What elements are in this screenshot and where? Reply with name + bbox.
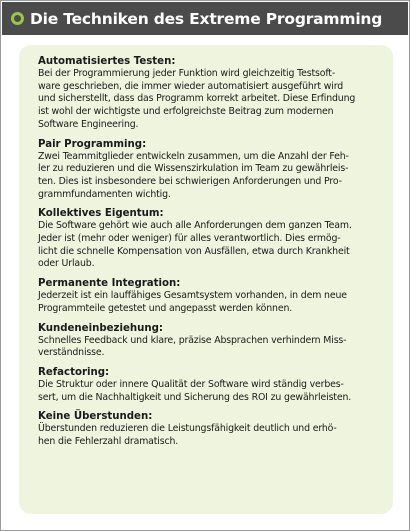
body-line: sert, um die Nachhaltigkeit und Sicherung des ROI zu gewährleisten. [38, 391, 352, 403]
section-heading: Kollektives Eigentum: [38, 208, 164, 220]
section-keine-ueberstunden [38, 410, 383, 448]
body-line: ware geschrieben, die immer wieder automatisiert ausgeführt wird [38, 80, 344, 92]
section-heading: Keine Überstunden: [38, 411, 153, 423]
body-line: Software Engineering. [38, 118, 139, 130]
body-line: ist wohl der wichtigste und erfolgreichste Beitrag zum modernen [38, 106, 334, 118]
body-line: ler zu reduzieren und die Wissenszirkulation im Team zu gewährleis- [38, 163, 349, 175]
section-heading: Automatisiertes Testen: [38, 56, 176, 67]
body-line: grammfundamenten wichtig. [38, 188, 171, 200]
section-heading: Kundeneinbeziehung: [38, 322, 163, 334]
body-line: Überstunden reduzieren die Leistungsfähigkeit deutlich und erhö- [38, 423, 337, 435]
section-heading: Pair Programming: [38, 138, 147, 150]
section-refactoring [38, 366, 383, 404]
section-body [38, 68, 383, 132]
section-kundeneinbeziehung [38, 322, 383, 360]
circle-bullet-icon [11, 12, 24, 25]
section-body [38, 335, 383, 360]
section-pair-programming [38, 138, 383, 202]
body-line: Bei der Programmierung jeder Funktion wird gleichzeitig Testsoft- [38, 68, 336, 79]
section-automatisiertes-testen [38, 55, 383, 132]
body-line: verständnisse. [38, 347, 105, 359]
body-line: Die Struktur oder innere Qualität der Software wird ständig verbes- [38, 378, 344, 390]
body-line: Schnelles Feedback und klare, präzise Absprachen verhindern Miss- [38, 334, 347, 346]
section-body [38, 151, 383, 202]
section-heading: Refactoring: [38, 366, 110, 378]
section-body [38, 423, 383, 448]
body-line: hen die Fehlerzahl dramatisch. [38, 436, 179, 448]
body-line: oder Urlaub. [38, 258, 95, 270]
section-body [38, 290, 383, 315]
section-body [38, 379, 383, 404]
body-line: Programmteile getestet und angepasst werden können. [38, 302, 293, 314]
body-line: Zwei Teammitglieder entwickeln zusammen, um die Anzahl der Feh- [38, 150, 349, 162]
body-line: licht die schnelle Kompensation von Ausfällen, etwa durch Krankheit [38, 245, 350, 257]
body-line: Jeder ist (mehr oder weniger) für alles verantwortlich. Dies ermög- [38, 233, 341, 245]
header-bar [2, 2, 408, 35]
section-permanente-integration [38, 277, 383, 315]
content-panel [19, 45, 393, 514]
body-line: ten. Dies ist insbesondere bei schwierigen Anforderungen und Pro- [38, 175, 342, 187]
body-line: und sicherstellt, dass das Programm korrekt arbeitet. Diese Erfindung [38, 93, 356, 105]
body-line: Jederzeit ist ein lauffähiges Gesamtsystem vorhanden, in dem neue [38, 290, 347, 302]
section-heading: Permanente Integration: [38, 278, 181, 290]
section-body [38, 220, 383, 271]
section-kollektives-eigentum [38, 207, 383, 271]
page-title: Die Techniken des Extreme Programming [30, 9, 383, 28]
body-line: Die Software gehört wie auch alle Anforderungen dem ganzen Team. [38, 220, 352, 232]
